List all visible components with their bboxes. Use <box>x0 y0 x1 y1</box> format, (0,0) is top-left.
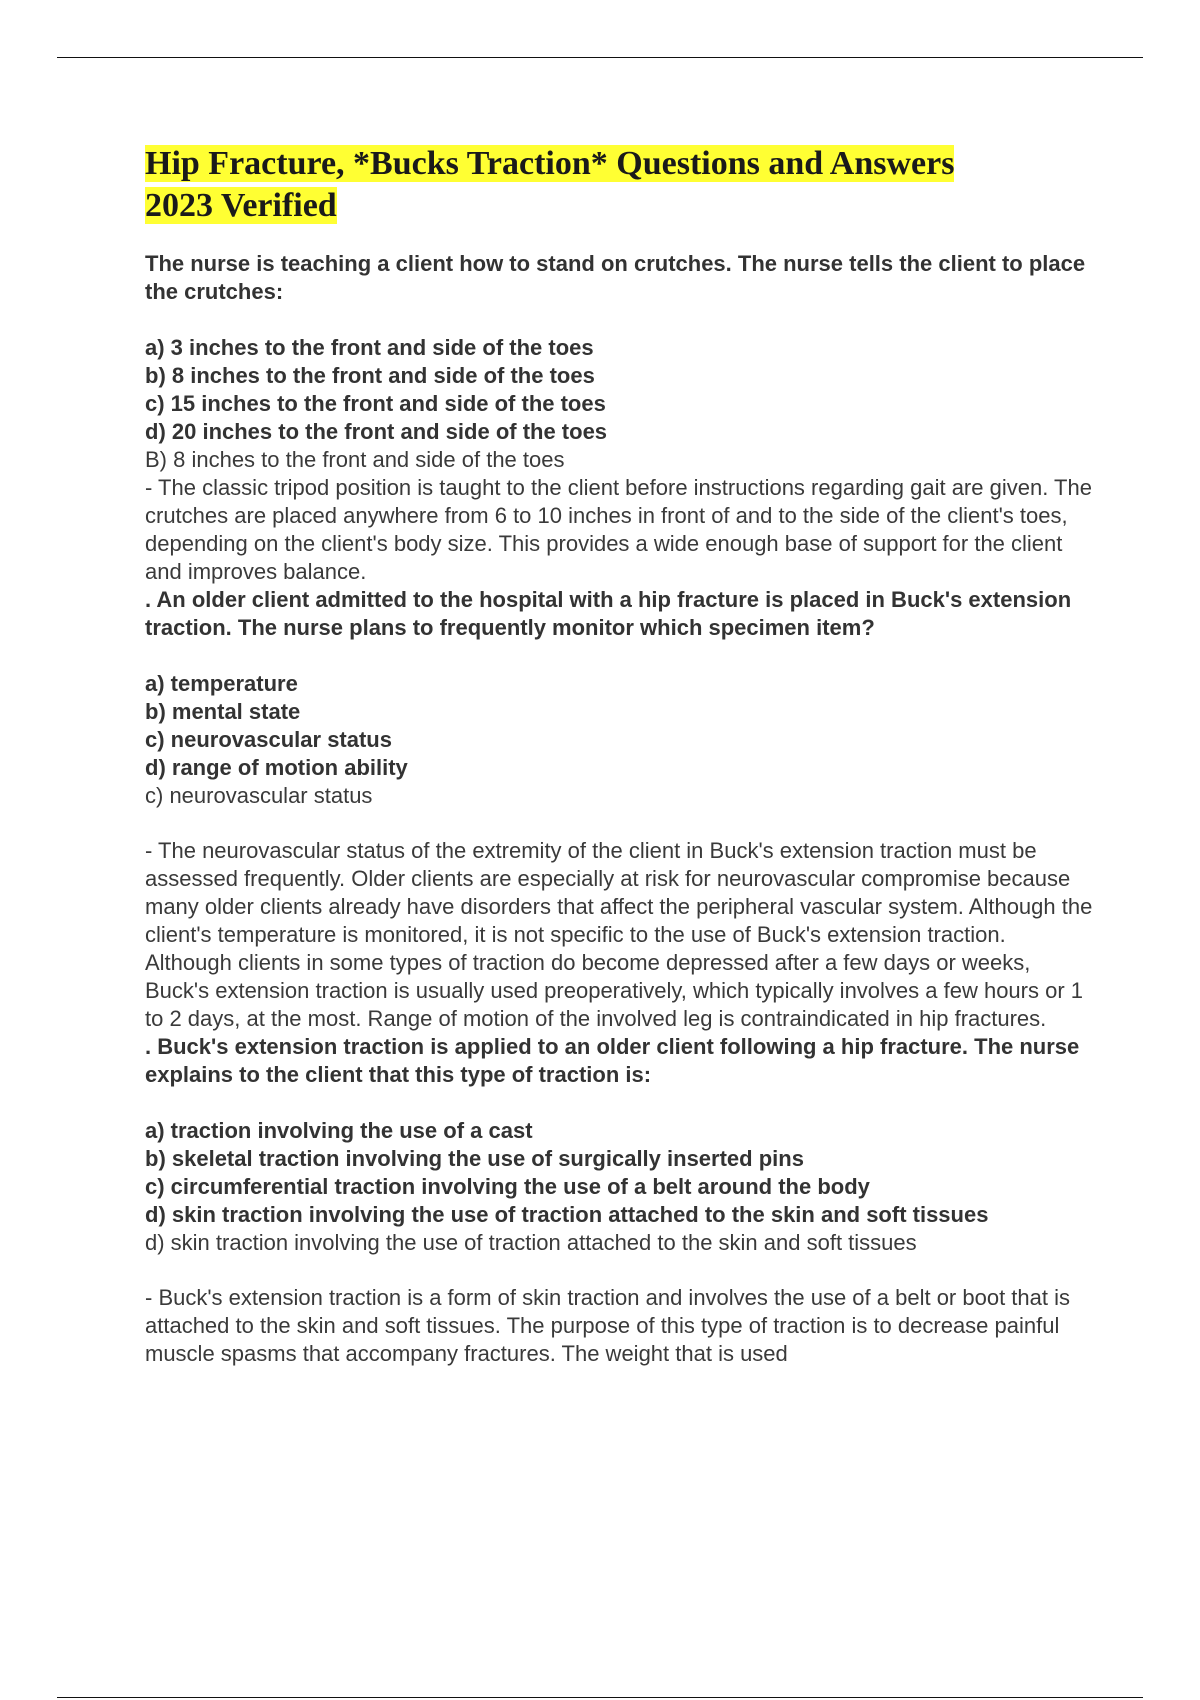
answer-text: d) skin traction involving the use of traction attached to the skin and soft tissues <box>145 1230 917 1255</box>
spacer <box>145 1257 1095 1284</box>
question-block-2 <box>145 586 1095 1033</box>
document-body <box>145 143 1095 1368</box>
title-line-1: Hip Fracture, *Bucks Traction* Questions and Answers <box>145 145 955 182</box>
option-a: a) temperature <box>145 671 298 696</box>
option-b: b) skeletal traction involving the use of surgically inserted pins <box>145 1146 804 1171</box>
question-text: . Buck's extension traction is applied to an older client following a hip fracture. The nurse explains to the client that this type of traction is: <box>145 1034 1080 1087</box>
answer-text: B) 8 inches to the front and side of the toes <box>145 447 565 472</box>
question-block-3 <box>145 1033 1095 1368</box>
answer-text: c) neurovascular status <box>145 783 373 808</box>
rationale-text: - The classic tripod position is taught to the client before instructions regarding gait are given. The crutches are placed anywhere from 6 to 10 inches in front of and to the side of the client's toes, depending on the client's body size. This provides a wide enough base of support for the client and improves balance. <box>145 475 1092 584</box>
option-d: d) range of motion ability <box>145 755 408 780</box>
option-c: c) circumferential traction involving the use of a belt around the body <box>145 1174 870 1199</box>
option-b: b) mental state <box>145 699 301 724</box>
option-list <box>145 334 1095 446</box>
option-d: d) skin traction involving the use of traction attached to the skin and soft tissues <box>145 1202 989 1227</box>
bottom-rule <box>57 1697 1143 1698</box>
option-a: a) traction involving the use of a cast <box>145 1118 533 1143</box>
question-text: The nurse is teaching a client how to stand on crutches. The nurse tells the client to place the crutches: <box>145 251 1086 304</box>
question-text: . An older client admitted to the hospital with a hip fracture is placed in Buck's extension traction. The nurse plans to frequently monitor which specimen item? <box>145 587 1072 640</box>
option-c: c) neurovascular status <box>145 727 392 752</box>
top-rule <box>57 57 1143 58</box>
option-list <box>145 1117 1095 1229</box>
title-line-2: 2023 Verified <box>145 187 337 224</box>
question-block-1 <box>145 250 1095 586</box>
rationale-text: - Buck's extension traction is a form of skin traction and involves the use of a belt or boot that is attached to the skin and soft tissues. The purpose of this type of traction is to decrease painful muscle spasms that accompany fractures. The weight that is used <box>145 1285 1070 1366</box>
rationale-text: - The neurovascular status of the extremity of the client in Buck's extension traction must be assessed frequently. Older clients are especially at risk for neurovascular compromise because many older clients already have disorders that affect the peripheral vascular system. Although the client's temperature is monitored, it is not specific to the use of Buck's extension traction. Although clients in some types of traction do become depressed after a few days or weeks, Buck's extension traction is usually used preoperatively, which typically involves a few hours or 1 to 2 days, at the most. Range of motion of the involved leg is contraindicated in hip fractures. <box>145 838 1093 1031</box>
document-title <box>145 143 1095 227</box>
spacer <box>145 810 1095 837</box>
option-d: d) 20 inches to the front and side of the toes <box>145 419 608 444</box>
option-b: b) 8 inches to the front and side of the toes <box>145 363 595 388</box>
option-c: c) 15 inches to the front and side of the toes <box>145 391 606 416</box>
option-list <box>145 670 1095 782</box>
option-a: a) 3 inches to the front and side of the toes <box>145 335 594 360</box>
